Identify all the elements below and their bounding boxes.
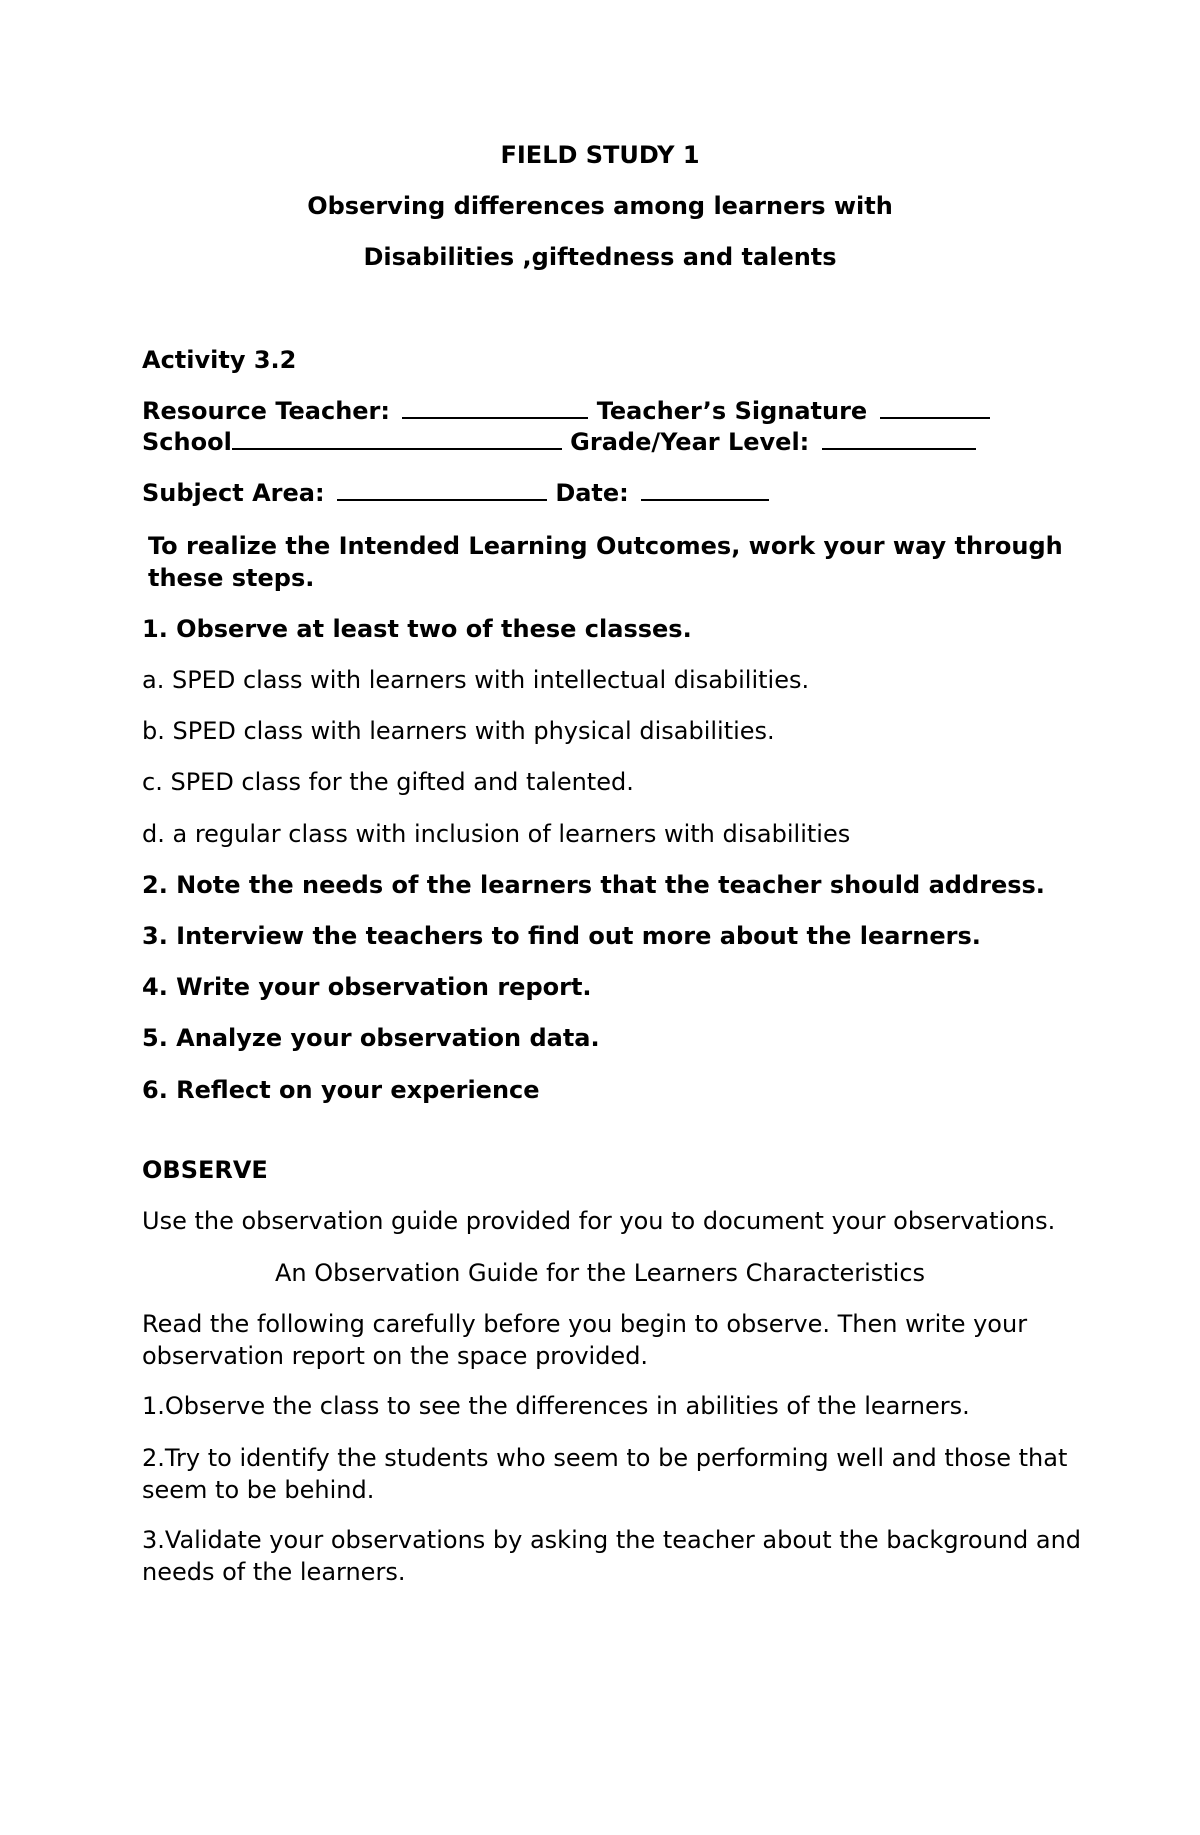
form-row-resource-teacher [142, 395, 990, 427]
document-subtitle-line1: Observing differences among learners with [307, 192, 893, 220]
form-row-subject [142, 477, 769, 509]
observe-instruction: Use the observation guide provided for you to document your observations. [142, 1207, 1056, 1235]
subject-area-blank[interactable] [337, 477, 547, 501]
step-5: 5. Analyze your observation data. [142, 1024, 600, 1052]
guide-item: 3.Validate your observations by asking the teacher about the background and needs of the learners. [142, 1526, 1082, 1586]
teacher-signature-label: Teacher’s Signature [596, 397, 868, 425]
activity-heading: Activity 3.2 [142, 346, 297, 374]
class-item: a. SPED class with learners with intellectual disabilities. [142, 666, 810, 694]
subject-area-label: Subject Area: [142, 479, 325, 507]
resource-teacher-label: Resource Teacher: [142, 397, 390, 425]
observation-guide-title: An Observation Guide for the Learners Characteristics [274, 1259, 926, 1287]
guide-item: 2.Try to identify the students who seem to be performing well and those that seem to be behind. [142, 1444, 1068, 1504]
resource-teacher-blank[interactable] [402, 395, 588, 419]
intro-text: To realize the Intended Learning Outcomes, work your way through these steps. [148, 532, 1063, 592]
class-item: b. SPED class with learners with physical disabilities. [142, 717, 775, 745]
school-blank[interactable] [232, 426, 562, 450]
step-1: 1. Observe at least two of these classes. [142, 615, 692, 643]
date-blank[interactable] [641, 477, 769, 501]
document-title: FIELD STUDY 1 [500, 141, 700, 169]
observe-heading: OBSERVE [142, 1156, 268, 1184]
school-label: School [142, 428, 232, 456]
class-item: c. SPED class for the gifted and talented. [142, 768, 634, 796]
step-3: 3. Interview the teachers to find out more about the learners. [142, 922, 981, 950]
step-4: 4. Write your observation report. [142, 973, 592, 1001]
step-2: 2. Note the needs of the learners that the teacher should address. [142, 871, 1045, 899]
step-6: 6. Reflect on your experience [142, 1076, 540, 1104]
teacher-signature-blank[interactable] [880, 395, 990, 419]
read-note: Read the following carefully before you begin to observe. Then write your observation report on the space provided. [142, 1310, 1028, 1370]
class-item: d. a regular class with inclusion of learners with disabilities [142, 820, 851, 848]
date-label: Date: [555, 479, 629, 507]
form-row-school [142, 426, 976, 458]
grade-year-label: Grade/Year Level: [570, 428, 810, 456]
grade-year-blank[interactable] [822, 426, 976, 450]
guide-item: 1.Observe the class to see the differences in abilities of the learners. [142, 1392, 970, 1420]
document-subtitle-line2: Disabilities ,giftedness and talents [363, 243, 837, 271]
